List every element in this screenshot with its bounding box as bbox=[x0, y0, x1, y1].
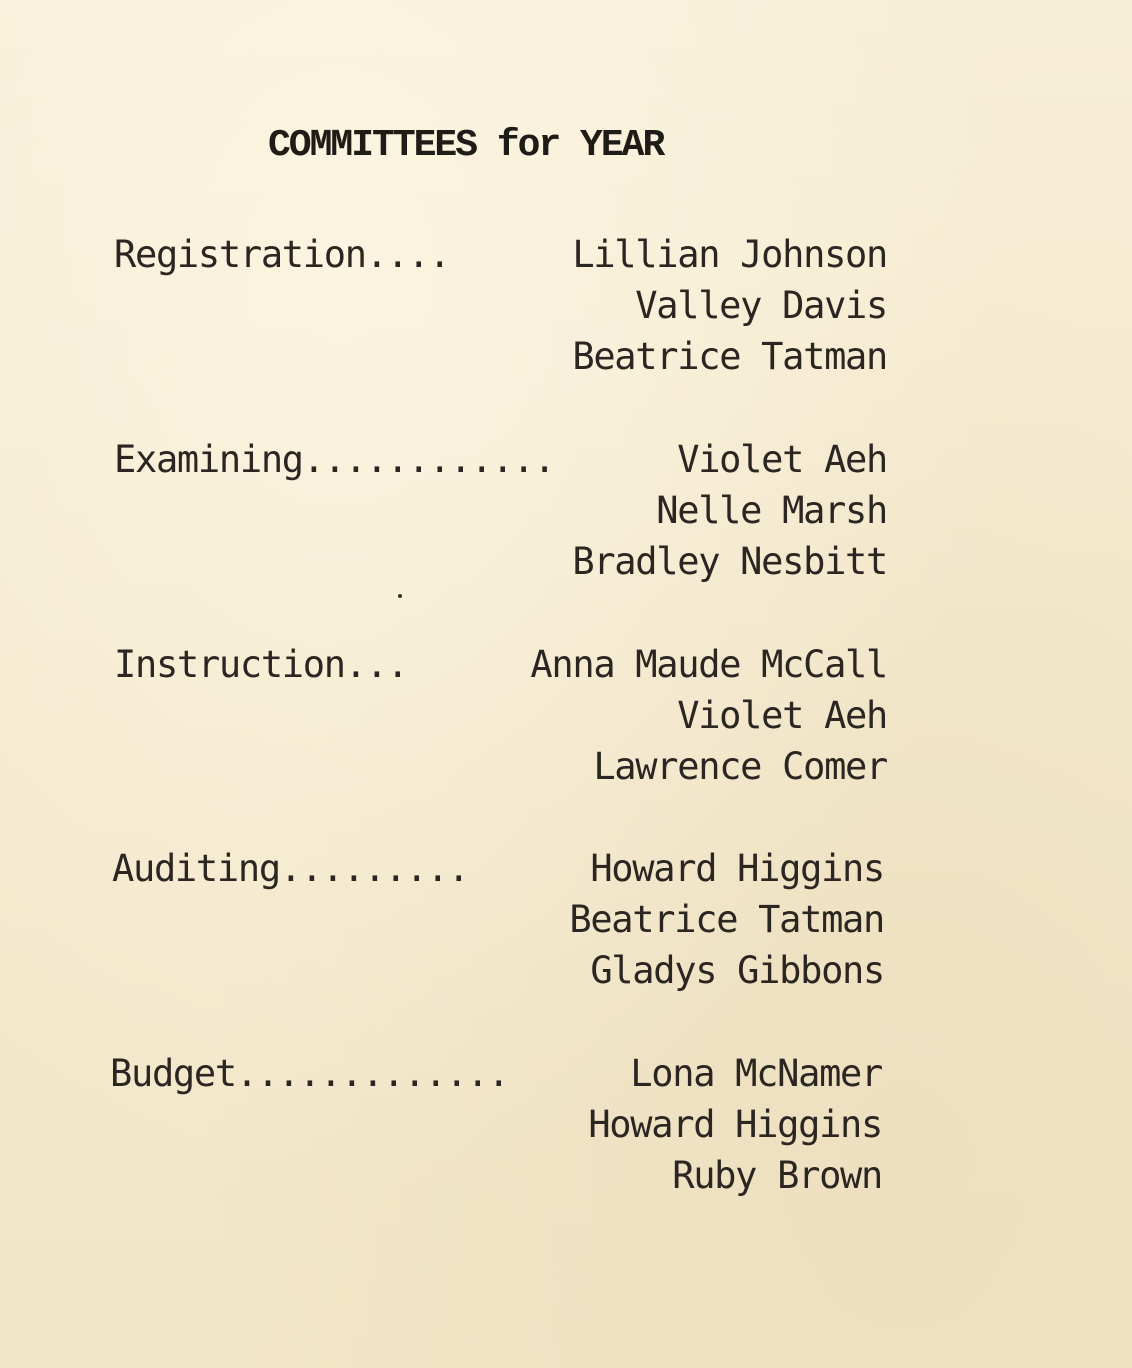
committee-label-registration: Registration.... bbox=[114, 233, 450, 276]
committee-member: Ruby Brown bbox=[672, 1154, 882, 1197]
committee-member: Violet Aeh bbox=[677, 438, 887, 481]
stray-ink-dot bbox=[398, 594, 402, 598]
committee-member: Howard Higgins bbox=[590, 847, 884, 890]
committee-member: Gladys Gibbons bbox=[590, 949, 884, 992]
committee-member: Violet Aeh bbox=[677, 694, 887, 737]
committee-member: Valley Davis bbox=[635, 284, 887, 327]
page-title: COMMITTEES for YEAR bbox=[268, 124, 664, 167]
committee-member: Lona McNamer bbox=[630, 1052, 882, 1095]
committee-member: Anna Maude McCall bbox=[530, 643, 887, 686]
committee-member: Howard Higgins bbox=[588, 1103, 882, 1146]
committee-label-budget: Budget............. bbox=[110, 1052, 509, 1095]
committee-member: Bradley Nesbitt bbox=[572, 540, 887, 583]
committee-member: Lawrence Comer bbox=[593, 745, 887, 788]
committee-member: Beatrice Tatman bbox=[572, 335, 887, 378]
committee-member: Nelle Marsh bbox=[656, 489, 887, 532]
committee-label-instruction: Instruction... bbox=[114, 643, 408, 686]
committee-member: Lillian Johnson bbox=[572, 233, 887, 276]
committee-label-auditing: Auditing......... bbox=[112, 847, 469, 890]
committee-label-examining: Examining............ bbox=[114, 438, 555, 481]
committee-member: Beatrice Tatman bbox=[569, 898, 884, 941]
